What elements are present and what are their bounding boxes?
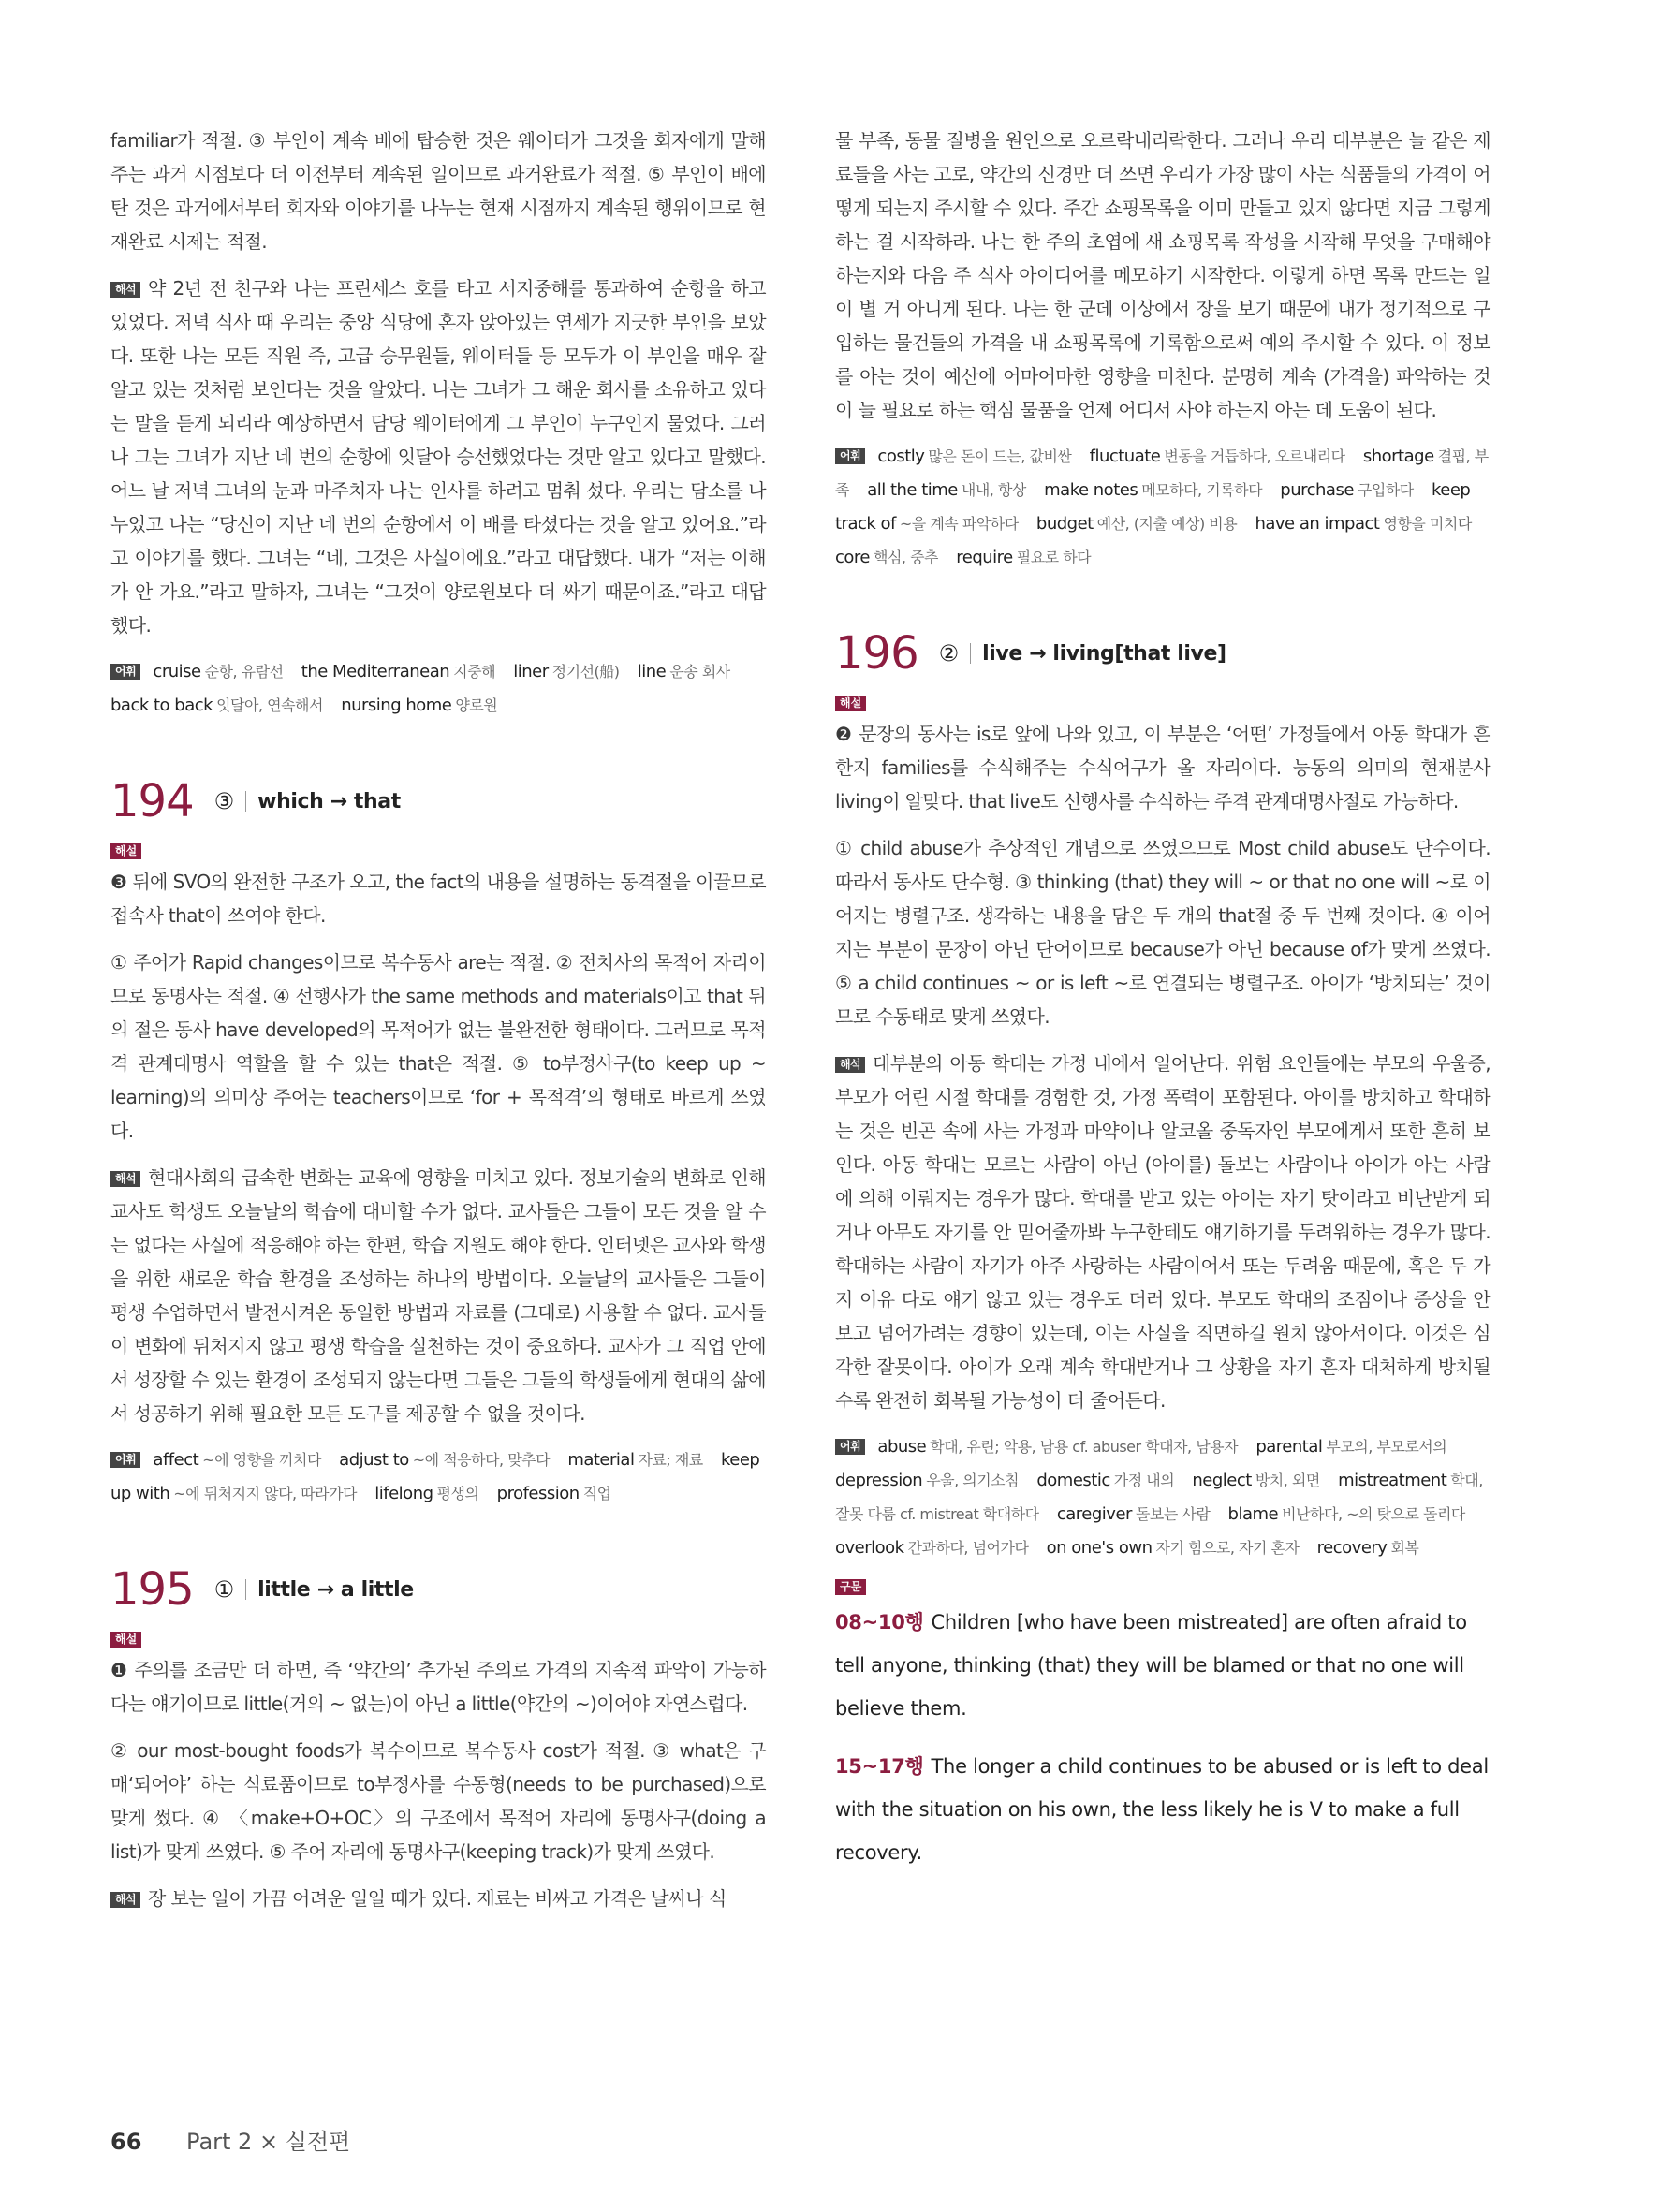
- structure-text: Children [who have been mistreated] are often afraid to tell anyone, thinking (that) they will be blamed or that no one will believe them.: [835, 1611, 1467, 1720]
- vocab-meaning: ~에 뒤처지지 않다, 따라가다: [173, 1485, 358, 1502]
- vocab-word: make notes: [1044, 480, 1138, 500]
- vocab-word: domestic: [1036, 1471, 1110, 1490]
- divider: [245, 791, 246, 812]
- vocab-meaning: 학대, 잘못 다룸 cf. mistreat 학대하다: [835, 1472, 1483, 1523]
- vocab-word: shortage: [1362, 447, 1434, 466]
- vocab-meaning: 부모의, 부모로서의: [1326, 1438, 1447, 1456]
- tag-vocab: 어휘: [835, 1439, 865, 1455]
- page-number: 66: [110, 2129, 142, 2155]
- answer-choice: ①: [213, 1576, 235, 1603]
- vocab-word: lifelong: [374, 1484, 433, 1503]
- vocab-word: parental: [1256, 1437, 1323, 1457]
- vocab-meaning: 영향을 미치다: [1383, 515, 1472, 533]
- vocab-meaning: 비난하다, ~의 탓으로 돌리다: [1282, 1505, 1465, 1523]
- vocab-meaning: 결핍, 부족: [835, 447, 1489, 499]
- question-number: 196: [835, 627, 918, 680]
- question-194-header: [110, 773, 766, 829]
- vocab-meaning: 간과하다, 넘어가다: [907, 1539, 1029, 1557]
- translation-paragraph: [110, 1882, 766, 1915]
- vocab-word: depression: [835, 1471, 923, 1490]
- vocab-word: budget: [1035, 514, 1094, 534]
- divider: [245, 1579, 246, 1600]
- vocab-word: mistreatment: [1338, 1471, 1447, 1490]
- translation-paragraph: [110, 1161, 766, 1430]
- vocab-word: require: [956, 548, 1013, 567]
- tag-translation: 해석: [835, 1057, 865, 1073]
- vocab-meaning: 학대, 유린; 악용, 남용 cf. abuser 학대자, 남용자: [930, 1438, 1239, 1456]
- vocab-word: all the time: [867, 480, 958, 500]
- vocab-word: nursing home: [341, 696, 452, 715]
- question-196-header: [835, 625, 1490, 681]
- translation-text: 약 2년 전 친구와 나는 프린세스 호를 타고 서지중해를 통과하여 순항을 하고 있었다. 저녁 식사 때 우리는 중앙 식당에 혼자 앉아있는 연세가 지긋한 부인을 보았다. 또한 나는 모든 직원 즉, 고급 승무원들, 웨이터들 등 모두가 이 부인을 매우 잘 알고 있는 것처럼 보인다는 것을 알았다. 나는 그녀가 그 해운 회사를 소유하고 있다는 말을 듣게 되리라 예상하면서 담당 웨이터에게 그 부인이 누구인지 물었다. 그러나 그는 그녀가 지난 네 번의 순항에 잇달아 승선했었다는 것만 알고 있다고 말했다. 어느 날 저녁 그녀의 눈과 마주치자 나는 인사를 하려고 멈춰 섰다. 우리는 담소를 나누었고 나는 “당신이 지난 네 번의 순항에서 이 배를 타셨다는 것을 알고 있어요.”라고 이야기를 했다. 그녀는 “네, 그것은 사실이에요.”라고 대답했다. 내가 “저는 이해가 안 가요.”라고 말하자, 그녀는 “그것이 양로원보다 더 싸기 때문이죠.”라고 대답했다.: [110, 277, 766, 637]
- structure-sentence: [835, 1745, 1490, 1874]
- vocab-word: keep up with: [110, 1450, 760, 1503]
- vocab-word: profession: [496, 1484, 580, 1503]
- vocab-word: keep track of: [835, 480, 1471, 534]
- vocab-word: cruise: [153, 662, 201, 681]
- vocab-word: caregiver: [1056, 1504, 1132, 1524]
- vocab-meaning: 예산, (지출 예상) 비용: [1096, 515, 1238, 533]
- line-reference: 08~10행: [835, 1611, 924, 1633]
- explanation-paragraph: ❶ 주의를 조금만 더 하면, 즉 ‘약간의’ 추가된 주의로 가격의 지속적 파악이 가능하다는 얘기이므로 little(거의 ~ 없는)이 아닌 a little(약간의 ~)이어야 자연스럽다.: [110, 1659, 766, 1715]
- vocab-meaning: 잇달아, 연속해서: [216, 696, 323, 714]
- question-number: 194: [110, 775, 194, 828]
- vocab-list: [110, 1443, 766, 1511]
- tag-explanation: 해설: [835, 696, 866, 711]
- translation-text: 현대사회의 급속한 변화는 교육에 영향을 미치고 있다. 정보기술의 변화로 인해 교사도 학생도 오늘날의 학습에 대비할 수가 없다. 교사들은 그들이 모든 것을 알 수는 없다는 사실에 적응해야 하는 한편, 학습 지원도 해야 한다. 인터넷은 교사와 학생을 위한 새로운 학습 환경을 조성하는 하나의 방법이다. 오늘날의 교사들은 그들이 평생 수업하면서 발전시켜온 동일한 방법과 자료를 (그대로) 사용할 수 없다. 교사들이 변화에 뒤처지지 않고 평생 학습을 실천하는 것이 중요하다. 교사가 그 직업 안에서 성장할 수 있는 환경이 조성되지 않는다면 그들은 그들의 학생들에게 현대의 삶에서 성공하기 위해 필요한 모든 도구를 제공할 수 없을 것이다.: [110, 1166, 766, 1425]
- tag-vocab: 어휘: [110, 1452, 140, 1468]
- right-column: [835, 124, 1490, 1889]
- page-footer: [110, 2123, 350, 2156]
- tag-translation: 해석: [110, 1171, 140, 1187]
- vocab-meaning: 방치, 외면: [1255, 1472, 1320, 1489]
- translation-text: 대부분의 아동 학대는 가정 내에서 일어난다. 위험 요인들에는 부모의 우울증, 부모가 어린 시절 학대를 경험한 것, 가정 폭력이 포함된다. 아이를 방치하고 학대하는 것은 빈곤 속에 사는 가정과 마약이나 알코올 중독자인 부모에게서 또한 흔히 보인다. 아동 학대는 모르는 사람이 아닌 (아이를) 돌보는 사람이나 아이가 아는 사람에 의해 이뤄지는 경우가 많다. 학대를 받고 있는 아이는 자기 탓이라고 비난받게 되거나 아무도 자기를 안 믿어줄까봐 누구한테도 얘기하기를 두려워하는 경우가 많다. 학대하는 사람이 자기가 아주 사랑하는 사람이어서 또는 두려움 때문에, 혹은 두 가지 이유 다로 얘기 않고 있는 경우도 더러 있다. 부모도 학대의 조짐이나 증상을 안 보고 넘어가려는 경향이 있는데, 이는 사실을 직면하길 원치 않아서이다. 이것은 심각한 잘못이다. 아이가 오래 계속 학대받거나 그 상황을 자기 혼자 대처하게 방치될수록 완전히 회복될 가능성이 더 줄어든다.: [835, 1052, 1490, 1412]
- vocab-meaning: 핵심, 중추: [874, 549, 938, 566]
- tag-translation: 해석: [110, 1892, 140, 1908]
- vocab-meaning: 우울, 의기소침: [926, 1472, 1020, 1489]
- vocab-list: [110, 655, 766, 723]
- vocab-meaning: 정기선(船): [551, 663, 620, 681]
- vocab-word: adjust to: [339, 1450, 409, 1470]
- vocab-meaning: 돌보는 사람: [1135, 1505, 1211, 1523]
- vocab-word: costly: [877, 447, 925, 466]
- vocab-meaning: 필요로 하다: [1016, 549, 1092, 566]
- vocab-meaning: 직업: [582, 1485, 611, 1502]
- divider: [970, 643, 971, 664]
- vocab-word: overlook: [835, 1538, 904, 1558]
- correction: little → a little: [257, 1577, 414, 1602]
- vocab-meaning: 자료; 재료: [638, 1451, 703, 1469]
- answer-choice: ③: [213, 788, 235, 814]
- translation-text: 장 보는 일이 가끔 어려운 일일 때가 있다. 재료는 비싸고 가격은 날씨나 식: [147, 1887, 727, 1910]
- vocab-list: [835, 440, 1490, 575]
- vocab-word: liner: [513, 662, 549, 681]
- vocab-word: neglect: [1192, 1471, 1252, 1490]
- vocab-word: line: [637, 662, 667, 681]
- translation-continued: 물 부족, 동물 질병을 원인으로 오르락내리락한다. 그러나 우리 대부분은 늘 같은 재료들을 사는 고로, 약간의 신경만 더 쓰면 우리가 가장 많이 사는 식품들의 가격이 어떻게 되는지 주시할 수 있다. 주간 쇼핑목록을 이미 만들고 있지 않다면 지금 그렇게 하는 걸 시작하라. 나는 한 주의 초엽에 새 쇼핑목록 작성을 시작해 무엇을 구매해야 하는지와 다음 주 식사 아이디어를 메모하기 시작한다. 이렇게 하면 목록 만드는 일이 별 거 아니게 된다. 나는 한 군데 이상에서 장을 보기 때문에 내가 정기적으로 구입하는 물건들의 가격을 내 쇼핑목록에 기록함으로써 예의 주시할 수 있다. 이 정보를 아는 것이 예산에 어마어마한 영향을 미친다. 분명히 계속 (가격을) 파악하는 것이 늘 필요로 하는 핵심 물품을 언제 어디서 사야 하는지 아는 데 도움이 된다.: [835, 129, 1490, 421]
- vocab-meaning: 가정 내의: [1113, 1472, 1175, 1489]
- explanation-paragraph: ① child abuse가 추상적인 개념으로 쓰였으므로 Most child abuse도 단수이다. 따라서 동사도 단수형. ③ thinking (that) they will ~ or that no one will ~로 이어지는 병렬구조. 생각하는 내용을 담은 두 개의 that절 중 두 번째 것이다. ④ 이어지는 부분이 문장이 아닌 단어이므로 because가 아닌 because of가 맞게 쓰였다. ⑤ a child continues ~ or is left ~로 연결되는 병렬구조. 아이가 ‘방치되는’ 것이므로 수동태로 맞게 쓰였다.: [835, 837, 1490, 1028]
- explanation-paragraph: ❷ 문장의 동사는 is로 앞에 나와 있고, 이 부분은 ‘어떤’ 가정들에서 아동 학대가 흔한지 families를 수식해주는 수식어구가 올 자리이다. 능동의 의미의 현재분사 living이 알맞다. that live도 선행사를 수식하는 주격 관계대명사절로 가능하다.: [835, 723, 1490, 813]
- correction: which → that: [257, 789, 401, 813]
- answer-choice: ②: [938, 640, 960, 667]
- question-number: 195: [110, 1563, 194, 1616]
- tag-vocab: 어휘: [110, 664, 140, 680]
- vocab-word: material: [567, 1450, 635, 1470]
- vocab-word: have an impact: [1255, 514, 1380, 534]
- vocab-meaning: 메모하다, 기록하다: [1141, 481, 1263, 499]
- vocab-meaning: 구입하다: [1357, 481, 1414, 499]
- section-label: Part 2 × 실전편: [186, 2129, 351, 2155]
- explanation-paragraph: ❸ 뒤에 SVO의 완전한 구조가 오고, the fact의 내용을 설명하는 동격절을 이끌므로 접속사 that이 쓰여야 한다.: [110, 871, 766, 927]
- vocab-word: the Mediterranean: [301, 662, 450, 681]
- vocab-meaning: 지중해: [453, 663, 496, 681]
- vocab-meaning: ~을 계속 파악하다: [899, 515, 1019, 533]
- vocab-list: [835, 1430, 1490, 1565]
- vocab-meaning: 내내, 항상: [961, 481, 1026, 499]
- vocab-word: back to back: [110, 696, 213, 715]
- vocab-meaning: 많은 돈이 드는, 값비싼: [928, 447, 1072, 465]
- vocab-meaning: 운송 회사: [669, 663, 730, 681]
- vocab-word: fluctuate: [1089, 447, 1161, 466]
- tag-vocab: 어휘: [835, 448, 865, 464]
- paragraph: familiar가 적절. ③ 부인이 계속 배에 탑승한 것은 웨이터가 그것을 회자에게 말해주는 과거 시점보다 더 이전부터 계속된 일이므로 과거완료가 적절. ⑤ 부인이 배에 탄 것은 과거에서부터 회자와 이야기를 나누는 현재 시점까지 계속된 행위이므로 현재완료 시제는 적절.: [110, 129, 766, 253]
- vocab-word: recovery: [1316, 1538, 1388, 1558]
- vocab-word: blame: [1227, 1504, 1279, 1524]
- correction: live → living[that live]: [982, 641, 1226, 666]
- translation-paragraph: [110, 271, 766, 642]
- vocab-meaning: ~에 적응하다, 맞추다: [412, 1451, 551, 1469]
- vocab-word: core: [835, 548, 870, 567]
- vocab-meaning: 자기 힘으로, 자기 혼자: [1155, 1539, 1300, 1557]
- tag-explanation: 해설: [110, 843, 141, 859]
- tag-structure: 구문: [835, 1579, 866, 1595]
- translation-paragraph: [835, 1047, 1490, 1417]
- line-reference: 15~17행: [835, 1755, 924, 1778]
- vocab-meaning: 회복: [1390, 1539, 1419, 1557]
- vocab-meaning: ~에 영향을 끼치다: [202, 1451, 321, 1469]
- tag-translation: 해석: [110, 282, 140, 298]
- vocab-meaning: 순항, 유람선: [204, 663, 284, 681]
- vocab-meaning: 변동을 거듭하다, 오르내리다: [1164, 447, 1345, 465]
- vocab-word: affect: [153, 1450, 199, 1470]
- vocab-meaning: 평생의: [436, 1485, 479, 1502]
- question-195-header: [110, 1561, 766, 1618]
- vocab-word: on one's own: [1046, 1538, 1153, 1558]
- tag-explanation: 해설: [110, 1632, 141, 1648]
- structure-text: The longer a child continues to be abused or is left to deal with the situation on his own, the less likely he is V to make a full recovery.: [835, 1755, 1489, 1864]
- vocab-word: abuse: [877, 1437, 927, 1457]
- vocab-word: purchase: [1280, 480, 1354, 500]
- left-column: [110, 124, 766, 1928]
- vocab-meaning: 양로원: [455, 696, 498, 714]
- explanation-paragraph: ① 주어가 Rapid changes이므로 복수동사 are는 적절. ② 전치사의 목적어 자리이므로 동명사는 적절. ④ 선행사가 the same methods and materials이고 that 뒤의 절은 동사 have developed의 목적어가 없는 불완전한 형태이다. 그러므로 목적격 관계대명사 역할을 할 수 있는 that은 적절. ⑤ to부정사구(to keep up ~ learning)의 의미상 주어는 teachers이므로 ‘for + 목적격’의 형태로 바르게 쓰였다.: [110, 951, 766, 1142]
- explanation-paragraph: ② our most-bought foods가 복수이므로 복수동사 cost가 적절. ③ what은 구매‘되어야’ 하는 식료품이므로 to부정사를 수동형(needs to be purchased)으로 맞게 썼다. ④ 〈make+O+OC〉의 구조에서 목적어 자리에 동명사구(doing a list)가 맞게 쓰였다. ⑤ 주어 자리에 동명사구(keeping track)가 맞게 쓰였다.: [110, 1739, 766, 1863]
- structure-sentence: [835, 1601, 1490, 1730]
